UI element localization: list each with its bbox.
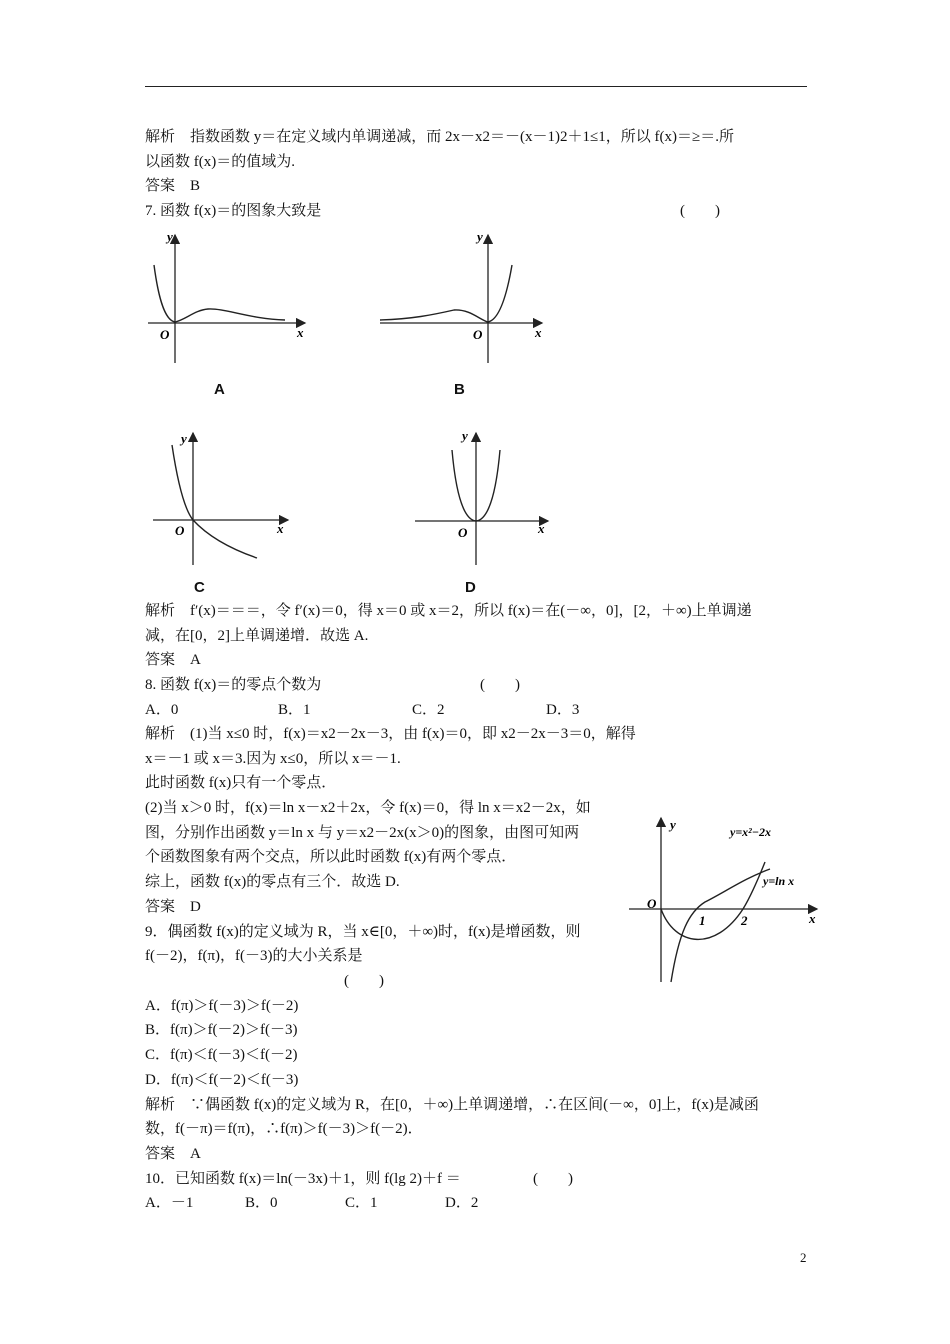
q10-choice-d: D．2 (445, 1195, 479, 1211)
q8-analysis-line2: x＝－1 或 x＝3.因为 x≤0，所以 x＝－1. (145, 751, 401, 767)
q6-analysis-line1: 解析 指数函数 y＝在定义域内单调递减，而 2x－x2＝－(x－1)2＋1≤1，所以 f(x)＝≥＝.所 (145, 129, 734, 145)
q8-figure-tick2: 2 (741, 913, 748, 928)
q9-stem-line2: f(－2)，f(π)，f(－3)的大小关系是 (145, 948, 363, 964)
q10-choice-b: B．0 (245, 1195, 278, 1211)
q7-graph-b (372, 225, 552, 375)
svg-text:y: y (477, 229, 483, 244)
q8-analysis-line7: 综上，函数 f(x)的零点有三个．故选 D. (145, 874, 400, 890)
q9-analysis-line2: 数，f(－π)＝f(π)，∴f(π)＞f(－3)＞f(－2)． (145, 1121, 423, 1137)
q7-graph-a (140, 225, 320, 375)
q8-figure-origin: O (647, 896, 657, 911)
q6-analysis-line2: 以函数 f(x)＝的值域为. (145, 154, 295, 170)
q8-analysis-line1: 解析 (1)当 x≤0 时，f(x)＝x2－2x－3，由 f(x)＝0，即 x2－2x－3＝0，解得 (145, 726, 636, 742)
q8-analysis-line5: 图，分别作出函数 y＝ln x 与 y＝x2－2x(x＞0)的图象，由图可知两 (145, 825, 580, 841)
q7-graph-a-label: A (214, 381, 225, 398)
svg-text:x: x (538, 521, 545, 536)
q7-paren: ( ) (680, 203, 720, 219)
q7-graph-d (410, 425, 560, 575)
svg-text:y: y (181, 431, 187, 446)
q7-graph-c-label: C (194, 579, 205, 596)
q8-analysis-line4: (2)当 x＞0 时，f(x)＝ln x－x2＋2x，令 f(x)＝0，得 ln x＝x2－2x，如 (145, 800, 591, 816)
header-rule (145, 86, 807, 87)
q8-figure-axis-y: y (670, 817, 676, 832)
q8-paren: ( ) (480, 677, 520, 693)
svg-text:x: x (277, 521, 284, 536)
q6-answer: 答案 B (145, 178, 201, 194)
svg-text:O: O (160, 327, 170, 342)
q8-choice-b: B．1 (278, 702, 311, 718)
q7-analysis-line1: 解析 f′(x)＝＝＝，令 f′(x)＝0，得 x＝0 或 x＝2，所以 f(x)＝在(－∞，0]，[2，＋∞)上单调递 (145, 603, 752, 619)
svg-text:x: x (535, 325, 542, 340)
q7-graph-c (145, 425, 305, 575)
q8-analysis-line6: 个函数图象有两个交点，所以此时函数 f(x)有两个零点． (145, 849, 517, 865)
q8-choice-c: C．2 (412, 702, 445, 718)
page-number: 2 (800, 1250, 807, 1265)
q7-graph-d-label: D (465, 579, 476, 596)
q8-answer: 答案 D (145, 899, 201, 915)
svg-text:O: O (473, 327, 483, 342)
q9-choice-a: A．f(π)＞f(－3)＞f(－2) (145, 998, 299, 1014)
svg-text:x: x (297, 325, 304, 340)
q9-choice-d: D．f(π)＜f(－2)＜f(－3) (145, 1072, 299, 1088)
svg-text:O: O (175, 523, 185, 538)
q7-graph-b-label: B (454, 381, 465, 398)
q9-choice-c: C．f(π)＜f(－3)＜f(－2) (145, 1047, 298, 1063)
q8-figure-curve2-label: y=ln x (763, 874, 795, 888)
q8-figure-curve1-label: y=x²−2x (730, 825, 772, 839)
q8-choice-d: D．3 (546, 702, 580, 718)
q8-choice-a: A．0 (145, 702, 179, 718)
q8-figure-tick1: 1 (699, 913, 706, 928)
q10-choice-c: C．1 (345, 1195, 378, 1211)
q10-paren: ( ) (533, 1171, 573, 1187)
q9-choice-b: B．f(π)＞f(－2)＞f(－3) (145, 1022, 298, 1038)
q8-figure (625, 812, 825, 992)
svg-text:y: y (167, 229, 173, 244)
q8-figure-axis-x: x (809, 911, 816, 926)
q7-answer: 答案 A (145, 652, 201, 668)
q9-stem-line1: 9．偶函数 f(x)的定义域为 R，当 x∈[0，＋∞)时，f(x)是增函数，则 (145, 924, 581, 940)
q9-paren: ( ) (344, 973, 384, 989)
q7-stem: 7. 函数 f(x)＝的图象大致是 (145, 203, 322, 219)
q10-choice-a: A．－1 (145, 1195, 194, 1211)
q8-stem: 8. 函数 f(x)＝的零点个数为 (145, 677, 322, 693)
q8-analysis-line3: 此时函数 f(x)只有一个零点． (145, 775, 337, 791)
svg-text:y: y (462, 428, 468, 443)
q7-analysis-line2: 减，在[0，2]上单调递增．故选 A. (145, 628, 369, 644)
q9-analysis-line1: 解析 ∵偶函数 f(x)的定义域为 R，在[0，＋∞)上单调递增，∴在区间(－∞，0]上，f(x)是减函 (145, 1097, 759, 1113)
q10-stem: 10．已知函数 f(x)＝ln(－3x)＋1，则 f(lg 2)＋f ＝ (145, 1171, 461, 1187)
svg-text:O: O (458, 525, 468, 540)
q9-answer: 答案 A (145, 1146, 201, 1162)
